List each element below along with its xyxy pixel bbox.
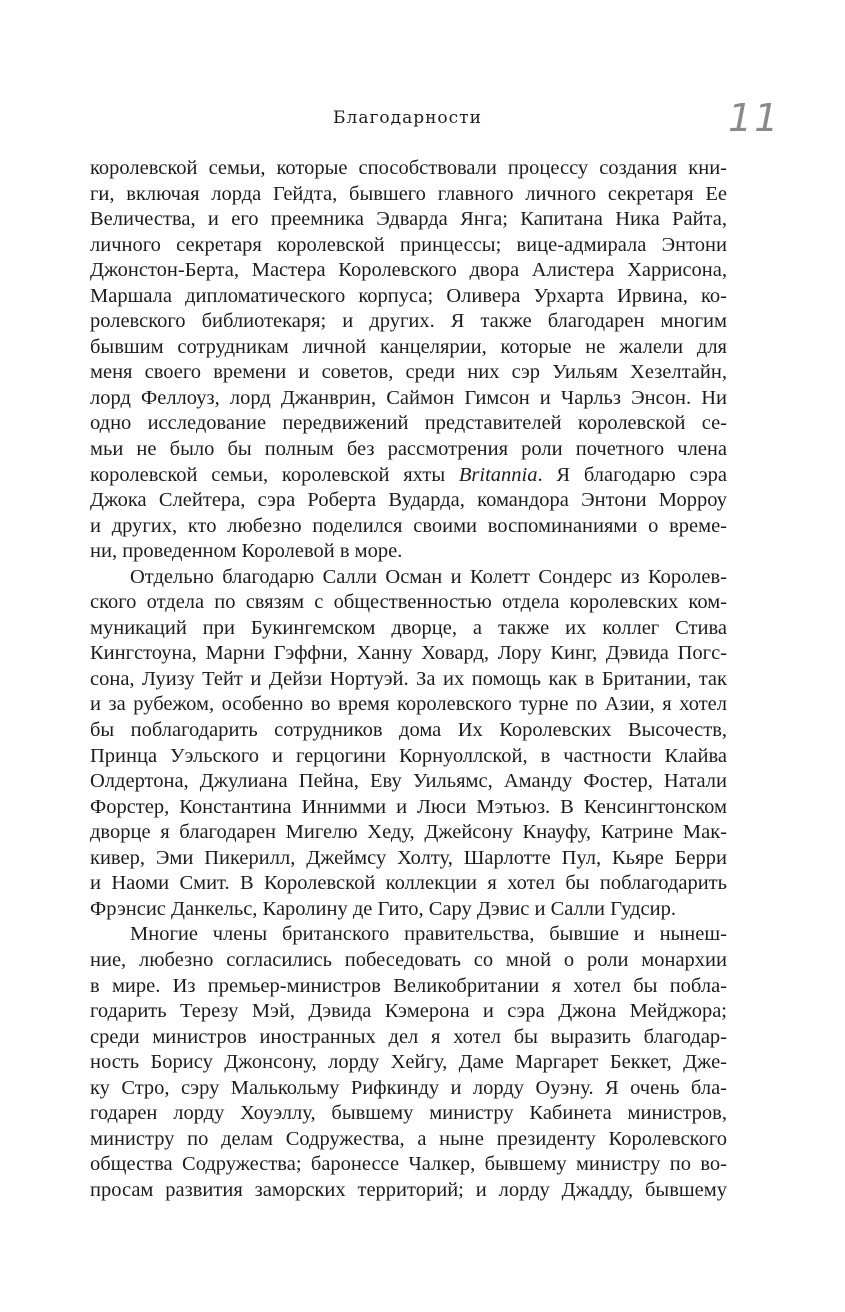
text-line: сона, Луизу Тейт и Дейзи Нортуэй. За их помощь как в Британии, так bbox=[90, 667, 727, 690]
text-line: Джока Слейтера, сэра Роберта Вударда, командора Энтони Морроу bbox=[90, 489, 727, 512]
text-line: просам развития заморских территорий; и лорду Джадду, бывшему bbox=[90, 1178, 727, 1201]
text-line: ролевского библиотекаря; и других. Я также благодарен многим bbox=[90, 310, 727, 333]
text-line: и других, кто любезно поделился своими воспоминаниями о време- bbox=[90, 514, 727, 537]
text-line: Кингстоуна, Марни Гэффни, Ханну Ховард, Лору Кинг, Дэвида Погс- bbox=[90, 642, 727, 665]
text-line: министру по делам Содружества, а ныне президенту Королевского bbox=[90, 1127, 727, 1150]
text-line: среди министров иностранных дел я хотел бы выразить благодар- bbox=[90, 1025, 727, 1048]
text-line: в мире. Из премьер-министров Великобритании я хотел бы побла- bbox=[90, 974, 727, 997]
text-line: и за рубежом, особенно во время королевского турне по Азии, я хотел bbox=[90, 693, 727, 716]
text-line: ского отдела по связям с общественностью отдела королевских ком- bbox=[90, 591, 727, 614]
text-line: королевской семьи, которые способствовали процессу создания кни- bbox=[90, 157, 727, 179]
text-line: бы поблагодарить сотрудников дома Их Королевских Высочеств, bbox=[90, 719, 727, 742]
text-segment: . Я благодарю сэра bbox=[537, 463, 727, 486]
body-text bbox=[90, 156, 727, 1203]
text-line: Принца Уэльского и герцогини Корнуоллской, в частности Клайва bbox=[90, 744, 727, 767]
text-line: личного секретаря королевской принцессы; вице-адмирала Энтони bbox=[90, 233, 727, 256]
page-number: 11 bbox=[728, 96, 781, 140]
text-line: меня своего времени и советов, среди них сэр Уильям Хезелтайн, bbox=[90, 361, 727, 384]
text-line: мьи не было бы полным без рассмотрения роли почетного члена bbox=[90, 438, 727, 461]
text-line: дворце я благодарен Мигелю Хеду, Джейсону Кнауфу, Катрине Мак- bbox=[90, 821, 727, 844]
text-line: ни, проведенном Королевой в море. bbox=[90, 540, 403, 563]
text-line: ность Борису Джонсону, лорду Хейгу, Даме Маргарет Беккет, Дже- bbox=[90, 1051, 727, 1074]
text-line-with-italic bbox=[90, 463, 727, 489]
text-line: ку Стро, сэру Малькольму Рифкинду и лорду Оуэну. Я очень бла- bbox=[90, 1076, 727, 1099]
text-line: лорд Феллоуз, лорд Джанврин, Саймон Гимсон и Чарльз Энсон. Ни bbox=[90, 386, 727, 409]
running-title: Благодарности bbox=[333, 108, 482, 128]
text-line: Форстер, Константина Иннимми и Люси Мэтьюз. В Кенсингтонском bbox=[90, 795, 727, 818]
text-line: ги, включая лорда Гейдта, бывшего главного личного секретаря Ее bbox=[90, 182, 727, 205]
text-line: Фрэнсис Данкельс, Каролину де Гито, Сару Дэвис и Салли Гудсир. bbox=[90, 897, 677, 920]
text-line: годарить Терезу Мэй, Дэвида Кэмерона и сэра Джона Мейджора; bbox=[90, 1000, 727, 1023]
text-line: бывшим сотрудникам личной канцелярии, которые не жалели для bbox=[90, 335, 727, 358]
ship-name-italic: Britannia bbox=[458, 463, 538, 486]
text-line: Маршала дипломатического корпуса; Оливера Урхарта Ирвина, ко- bbox=[90, 284, 727, 307]
text-segment: королевской семьи, королевской яхты bbox=[90, 463, 446, 486]
running-header bbox=[0, 96, 845, 140]
paragraph-first-line: Многие члены британского правительства, бывшие и нынеш- bbox=[130, 923, 727, 946]
text-line: и Наоми Смит. В Королевской коллекции я хотел бы поблагодарить bbox=[90, 872, 727, 895]
text-line: ние, любезно согласились побеседовать со мной о роли монархии bbox=[90, 948, 727, 971]
text-line: кивер, Эми Пикерилл, Джеймсу Холту, Шарлотте Пул, Кьяре Берри bbox=[90, 846, 727, 869]
text-line: Джонстон-Берта, Мастера Королевского двора Алистера Харрисона, bbox=[90, 259, 727, 282]
paragraph-first-line: Отдельно благодарю Салли Осман и Колетт Сондерс из Королев- bbox=[130, 565, 727, 588]
text-line: одно исследование передвижений представителей королевской се- bbox=[90, 412, 727, 435]
text-line: годарен лорду Хоуэллу, бывшему министру Кабинета министров, bbox=[90, 1102, 727, 1125]
text-line: муникаций при Букингемском дворце, а также их коллег Стива bbox=[90, 616, 727, 639]
text-line: общества Содружества; баронессе Чалкер, бывшему министру по во- bbox=[90, 1153, 727, 1176]
text-line: Олдертона, Джулиана Пейна, Еву Уильямс, Аманду Фостер, Натали bbox=[90, 770, 727, 793]
text-line: Величества, и его преемника Эдварда Янга; Капитана Ника Райта, bbox=[90, 208, 727, 231]
